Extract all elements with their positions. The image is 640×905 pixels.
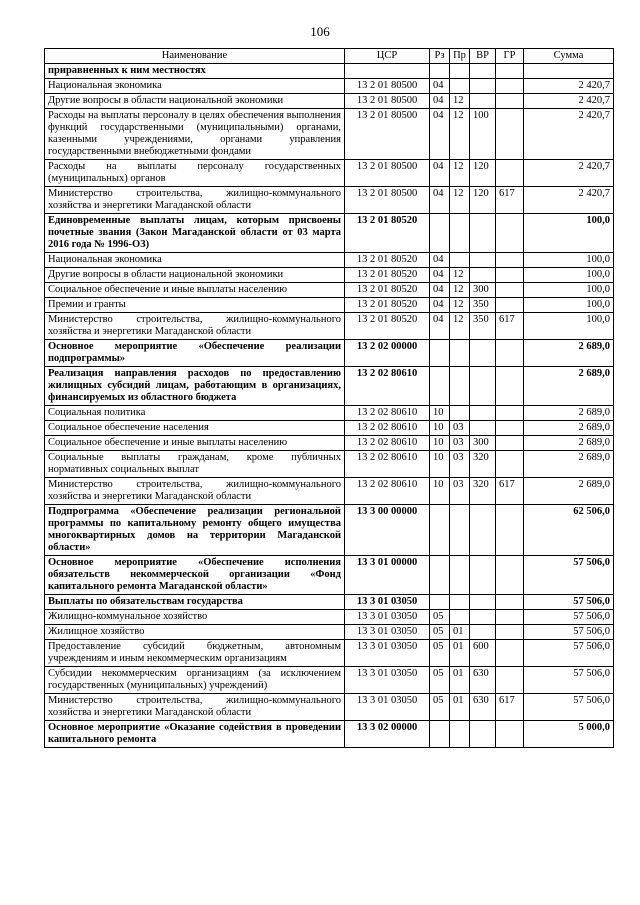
row-pr: 12: [450, 283, 470, 298]
row-name: Национальная экономика: [45, 79, 345, 94]
table-row: [45, 421, 614, 436]
table-row: [45, 187, 614, 214]
row-gr: 617: [496, 478, 524, 505]
row-pr: 12: [450, 94, 470, 109]
row-name: Министерство строительства, жилищно-коммунального хозяйства и энергетики Магаданской области: [45, 478, 345, 505]
row-gr: [496, 79, 524, 94]
row-gr: [496, 610, 524, 625]
row-pr: [450, 340, 470, 367]
row-pr: 12: [450, 187, 470, 214]
table-row: [45, 79, 614, 94]
row-rz: 04: [430, 283, 450, 298]
table-row: [45, 367, 614, 406]
row-gr: [496, 94, 524, 109]
row-vr: [470, 268, 496, 283]
row-gr: [496, 253, 524, 268]
row-gr: [496, 298, 524, 313]
row-rz: 04: [430, 79, 450, 94]
row-name: Национальная экономика: [45, 253, 345, 268]
row-gr: [496, 505, 524, 556]
row-name: Расходы на выплаты персоналу в целях обеспечения выполнения функций государственными (муниципальными) органами, казенными учреждениями, органами управления государственными внебюджетными фондами: [45, 109, 345, 160]
row-sum: 2 689,0: [524, 478, 614, 505]
row-csr: 13 2 02 80610: [345, 421, 430, 436]
row-pr: 01: [450, 625, 470, 640]
row-gr: [496, 556, 524, 595]
row-csr: 13 2 02 80610: [345, 478, 430, 505]
row-rz: 10: [430, 478, 450, 505]
row-csr: 13 2 01 80520: [345, 253, 430, 268]
header-csr: ЦСР: [345, 49, 430, 64]
row-vr: 120: [470, 187, 496, 214]
table-row: [45, 436, 614, 451]
row-vr: 320: [470, 451, 496, 478]
table-row: [45, 109, 614, 160]
row-pr: 12: [450, 313, 470, 340]
table-row: [45, 268, 614, 283]
row-csr: 13 2 02 80610: [345, 406, 430, 421]
row-vr: 320: [470, 478, 496, 505]
row-csr: 13 3 01 00000: [345, 556, 430, 595]
row-sum: 2 689,0: [524, 367, 614, 406]
row-vr: 630: [470, 667, 496, 694]
row-gr: [496, 625, 524, 640]
row-csr: 13 2 02 80610: [345, 451, 430, 478]
row-sum: 57 506,0: [524, 667, 614, 694]
row-sum: 2 689,0: [524, 406, 614, 421]
table-row: [45, 505, 614, 556]
row-csr: 13 2 01 80500: [345, 187, 430, 214]
row-gr: [496, 109, 524, 160]
row-name: Министерство строительства, жилищно-коммунального хозяйства и энергетики Магаданской области: [45, 187, 345, 214]
row-rz: 04: [430, 268, 450, 283]
row-rz: 10: [430, 436, 450, 451]
row-pr: 03: [450, 421, 470, 436]
row-rz: 10: [430, 421, 450, 436]
row-sum: 2 420,7: [524, 79, 614, 94]
row-gr: [496, 640, 524, 667]
row-rz: 05: [430, 640, 450, 667]
row-vr: [470, 94, 496, 109]
header-gr: ГР: [496, 49, 524, 64]
table-row: [45, 406, 614, 421]
row-rz: [430, 367, 450, 406]
table-row: [45, 556, 614, 595]
row-pr: [450, 79, 470, 94]
row-sum: 57 506,0: [524, 625, 614, 640]
row-sum: 100,0: [524, 214, 614, 253]
row-name: Социальные выплаты гражданам, кроме публичных нормативных социальных выплат: [45, 451, 345, 478]
row-sum: 62 506,0: [524, 505, 614, 556]
row-pr: 01: [450, 640, 470, 667]
row-gr: [496, 340, 524, 367]
row-sum: 57 506,0: [524, 556, 614, 595]
row-rz: 04: [430, 313, 450, 340]
row-sum: 2 689,0: [524, 421, 614, 436]
table-row: [45, 298, 614, 313]
header-rz: Рз: [430, 49, 450, 64]
row-rz: 10: [430, 406, 450, 421]
row-sum: 2 689,0: [524, 436, 614, 451]
table-row: [45, 640, 614, 667]
row-csr: 13 3 00 00000: [345, 505, 430, 556]
row-csr: 13 2 01 80500: [345, 160, 430, 187]
row-pr: [450, 64, 470, 79]
row-name: Расходы на выплаты персоналу государственных (муниципальных) органов: [45, 160, 345, 187]
row-vr: [470, 556, 496, 595]
row-rz: 04: [430, 109, 450, 160]
row-name: Социальное обеспечение и иные выплаты населению: [45, 283, 345, 298]
row-name: Социальное обеспечение населения: [45, 421, 345, 436]
row-sum: 100,0: [524, 313, 614, 340]
row-vr: [470, 421, 496, 436]
row-gr: [496, 214, 524, 253]
row-gr: [496, 283, 524, 298]
row-csr: 13 3 01 03050: [345, 667, 430, 694]
row-pr: 03: [450, 451, 470, 478]
row-sum: 57 506,0: [524, 595, 614, 610]
row-name: Основное мероприятие «Оказание содействия в проведении капитального ремонта: [45, 721, 345, 748]
row-csr: 13 2 01 80520: [345, 283, 430, 298]
row-vr: [470, 253, 496, 268]
row-vr: 300: [470, 436, 496, 451]
row-gr: [496, 667, 524, 694]
row-name: Предоставление субсидий бюджетным, автономным учреждениям и иным некоммерческим организациям: [45, 640, 345, 667]
table-row: [45, 214, 614, 253]
row-pr: 12: [450, 268, 470, 283]
row-gr: [496, 421, 524, 436]
row-name: Основное мероприятие «Обеспечение реализации подпрограммы»: [45, 340, 345, 367]
row-rz: 04: [430, 94, 450, 109]
table-row: [45, 721, 614, 748]
row-vr: [470, 367, 496, 406]
row-sum: 100,0: [524, 268, 614, 283]
budget-table: [44, 48, 614, 748]
row-vr: [470, 214, 496, 253]
row-csr: 13 2 01 80520: [345, 313, 430, 340]
row-name: Выплаты по обязательствам государства: [45, 595, 345, 610]
row-sum: 2 689,0: [524, 451, 614, 478]
row-vr: 300: [470, 283, 496, 298]
row-pr: 01: [450, 694, 470, 721]
row-pr: 12: [450, 109, 470, 160]
row-csr: 13 3 01 03050: [345, 595, 430, 610]
row-vr: [470, 64, 496, 79]
row-sum: 100,0: [524, 253, 614, 268]
row-vr: 350: [470, 313, 496, 340]
row-sum: 2 420,7: [524, 187, 614, 214]
table-row: [45, 694, 614, 721]
row-rz: 04: [430, 253, 450, 268]
row-csr: 13 2 01 80500: [345, 109, 430, 160]
row-vr: [470, 340, 496, 367]
row-gr: [496, 160, 524, 187]
row-vr: [470, 595, 496, 610]
table-row: [45, 160, 614, 187]
row-csr: 13 3 01 03050: [345, 625, 430, 640]
row-csr: 13 3 01 03050: [345, 610, 430, 625]
row-rz: 05: [430, 625, 450, 640]
row-rz: 04: [430, 160, 450, 187]
row-vr: [470, 721, 496, 748]
row-name: Министерство строительства, жилищно-коммунального хозяйства и энергетики Магаданской области: [45, 313, 345, 340]
row-name: Социальная политика: [45, 406, 345, 421]
row-pr: [450, 721, 470, 748]
table-row: [45, 64, 614, 79]
row-sum: 100,0: [524, 283, 614, 298]
row-sum: 57 506,0: [524, 694, 614, 721]
table-row: [45, 253, 614, 268]
row-pr: 01: [450, 667, 470, 694]
header-name: Наименование: [45, 49, 345, 64]
row-gr: [496, 268, 524, 283]
row-gr: [496, 367, 524, 406]
row-gr: 617: [496, 313, 524, 340]
row-csr: 13 3 01 03050: [345, 640, 430, 667]
row-vr: [470, 625, 496, 640]
row-name: Другие вопросы в области национальной экономики: [45, 94, 345, 109]
row-name: Социальное обеспечение и иные выплаты населению: [45, 436, 345, 451]
row-gr: [496, 595, 524, 610]
table-row: [45, 340, 614, 367]
row-pr: [450, 406, 470, 421]
row-gr: 617: [496, 187, 524, 214]
page-number: 106: [310, 24, 330, 39]
row-sum: 5 000,0: [524, 721, 614, 748]
row-rz: 10: [430, 451, 450, 478]
row-sum: 2 689,0: [524, 340, 614, 367]
row-pr: [450, 505, 470, 556]
table-row: [45, 478, 614, 505]
row-name: Основное мероприятие «Обеспечение исполнения обязательств некоммерческой организации «Фонд капитального ремонта Магаданской области»: [45, 556, 345, 595]
row-name: Жилищное хозяйство: [45, 625, 345, 640]
row-name: Подпрограмма «Обеспечение реализации региональной программы по капитальному ремонту общего имущества многоквартирных домов на территории Магаданской области»: [45, 505, 345, 556]
row-rz: [430, 721, 450, 748]
row-csr: 13 2 02 00000: [345, 340, 430, 367]
row-gr: [496, 721, 524, 748]
table-row: [45, 595, 614, 610]
row-gr: 617: [496, 694, 524, 721]
row-rz: [430, 595, 450, 610]
row-gr: [496, 451, 524, 478]
row-vr: [470, 79, 496, 94]
table-row: [45, 283, 614, 298]
row-rz: 05: [430, 667, 450, 694]
row-sum: 57 506,0: [524, 610, 614, 625]
row-sum: 2 420,7: [524, 160, 614, 187]
row-rz: [430, 340, 450, 367]
row-gr: [496, 64, 524, 79]
row-csr: 13 2 01 80520: [345, 214, 430, 253]
row-pr: [450, 253, 470, 268]
row-csr: 13 2 01 80500: [345, 94, 430, 109]
row-rz: [430, 505, 450, 556]
row-csr: 13 3 02 00000: [345, 721, 430, 748]
row-rz: 05: [430, 610, 450, 625]
row-sum: 2 420,7: [524, 94, 614, 109]
table-row: [45, 94, 614, 109]
row-pr: 03: [450, 478, 470, 505]
row-csr: 13 2 02 80610: [345, 436, 430, 451]
row-name: Министерство строительства, жилищно-коммунального хозяйства и энергетики Магаданской области: [45, 694, 345, 721]
row-rz: [430, 64, 450, 79]
row-sum: [524, 64, 614, 79]
row-vr: 630: [470, 694, 496, 721]
row-vr: 350: [470, 298, 496, 313]
table-row: [45, 313, 614, 340]
row-sum: 100,0: [524, 298, 614, 313]
row-rz: [430, 214, 450, 253]
row-csr: 13 3 01 03050: [345, 694, 430, 721]
row-pr: [450, 214, 470, 253]
table-row: [45, 610, 614, 625]
row-csr: 13 2 01 80520: [345, 268, 430, 283]
row-name: Жилищно-коммунальное хозяйство: [45, 610, 345, 625]
row-sum: 57 506,0: [524, 640, 614, 667]
row-name: Субсидии некоммерческим организациям (за исключением государственных (муниципальных) учреждений): [45, 667, 345, 694]
row-name: Реализация направления расходов по предоставлению жилищных субсидий лицам, работающим в организациях, финансируемых из областного бюджета: [45, 367, 345, 406]
table-header: [45, 49, 614, 64]
row-csr: 13 2 01 80500: [345, 79, 430, 94]
row-pr: 12: [450, 298, 470, 313]
table-body: [45, 64, 614, 748]
row-vr: [470, 505, 496, 556]
header-sum: Сумма: [524, 49, 614, 64]
table-row: [45, 451, 614, 478]
row-vr: 600: [470, 640, 496, 667]
row-pr: 12: [450, 160, 470, 187]
row-name: Единовременные выплаты лицам, которым присвоены почетные звания (Закон Магаданской области от 03 марта 2016 года № 1996-ОЗ): [45, 214, 345, 253]
row-gr: [496, 436, 524, 451]
row-rz: [430, 556, 450, 595]
row-pr: 03: [450, 436, 470, 451]
row-vr: 120: [470, 160, 496, 187]
row-name: Другие вопросы в области национальной экономики: [45, 268, 345, 283]
row-name: Премии и гранты: [45, 298, 345, 313]
table-row: [45, 625, 614, 640]
row-name: приравненных к ним местностях: [45, 64, 345, 79]
row-pr: [450, 595, 470, 610]
row-pr: [450, 556, 470, 595]
table-row: [45, 667, 614, 694]
row-vr: 100: [470, 109, 496, 160]
row-vr: [470, 610, 496, 625]
row-csr: 13 2 01 80520: [345, 298, 430, 313]
row-rz: 04: [430, 298, 450, 313]
row-gr: [496, 406, 524, 421]
row-vr: [470, 406, 496, 421]
row-rz: 04: [430, 187, 450, 214]
row-rz: 05: [430, 694, 450, 721]
row-sum: 2 420,7: [524, 109, 614, 160]
row-pr: [450, 610, 470, 625]
header-pr: Пр: [450, 49, 470, 64]
row-pr: [450, 367, 470, 406]
header-vr: ВР: [470, 49, 496, 64]
row-csr: [345, 64, 430, 79]
row-csr: 13 2 02 80610: [345, 367, 430, 406]
